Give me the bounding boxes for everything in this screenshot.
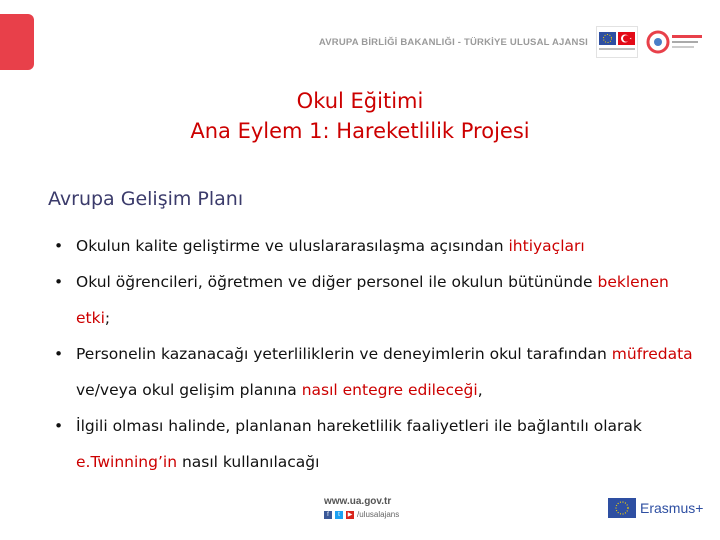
bullet-text: İlgili olması halinde, planlanan hareketlilik faaliyetleri ile bağlantılı olarak bbox=[76, 417, 642, 435]
title-line-2: Ana Eylem 1: Hareketlilik Projesi bbox=[190, 119, 530, 143]
bullet-text: Okul öğrencileri, öğretmen ve diğer personel ile okulun bütününde bbox=[76, 273, 598, 291]
bullet-text: Personelin kazanacağı yeterliliklerin ve deneyimlerin okul tarafından bbox=[76, 345, 612, 363]
footer bbox=[0, 490, 720, 540]
bullet-marker: • bbox=[54, 417, 64, 435]
bullet-text: , bbox=[477, 381, 483, 399]
highlighted-text: e.Twinning’in bbox=[76, 453, 178, 471]
footer-social bbox=[324, 510, 399, 519]
title-line-1: Okul Eğitimi bbox=[296, 89, 424, 113]
highlighted-text: nasıl entegre edileceği bbox=[301, 381, 478, 399]
youtube-icon[interactable]: ▶ bbox=[347, 511, 353, 518]
bullet-item bbox=[48, 228, 698, 264]
twitter-icon[interactable]: t bbox=[335, 511, 343, 519]
bullet-marker: • bbox=[54, 345, 64, 363]
accent-tab bbox=[0, 14, 34, 70]
header-logos bbox=[319, 24, 706, 60]
bullet-item bbox=[48, 264, 698, 336]
footer-url[interactable]: www.ua.gov.tr bbox=[324, 496, 392, 507]
highlighted-text: ihtiyaçları bbox=[508, 237, 585, 255]
highlighted-text: beklenen etki bbox=[76, 273, 669, 327]
slide-title bbox=[0, 86, 720, 146]
bullet-list bbox=[48, 228, 698, 480]
bullet-item bbox=[48, 336, 698, 408]
bullet-item bbox=[48, 408, 698, 480]
bullet-marker: • bbox=[54, 237, 64, 255]
eu-flag-icon bbox=[608, 498, 636, 518]
highlighted-text: müfredata bbox=[611, 345, 693, 363]
erasmus-text: Erasmus+ bbox=[640, 500, 704, 516]
social-handle[interactable]: /ulusalajans bbox=[357, 510, 400, 519]
ministry-text: AVRUPA BİRLİĞİ BAKANLIĞI - TÜRKİYE ULUSAL AJANSI bbox=[318, 36, 588, 48]
bullet-text: ve/veya okul gelişim planına bbox=[76, 381, 302, 399]
facebook-icon[interactable]: f bbox=[324, 511, 332, 519]
bullet-text: nasıl kullanılacağı bbox=[177, 453, 320, 471]
eu-turkey-flag-icon bbox=[596, 26, 638, 58]
section-heading: Avrupa Gelişim Planı bbox=[48, 188, 244, 210]
erasmus-logo bbox=[608, 498, 703, 518]
ua-logo bbox=[646, 25, 706, 59]
bullet-text: ; bbox=[104, 309, 111, 327]
bullet-text: Okulun kalite geliştirme ve uluslararasılaşma açısından bbox=[76, 237, 509, 255]
bullet-marker: • bbox=[54, 273, 64, 291]
